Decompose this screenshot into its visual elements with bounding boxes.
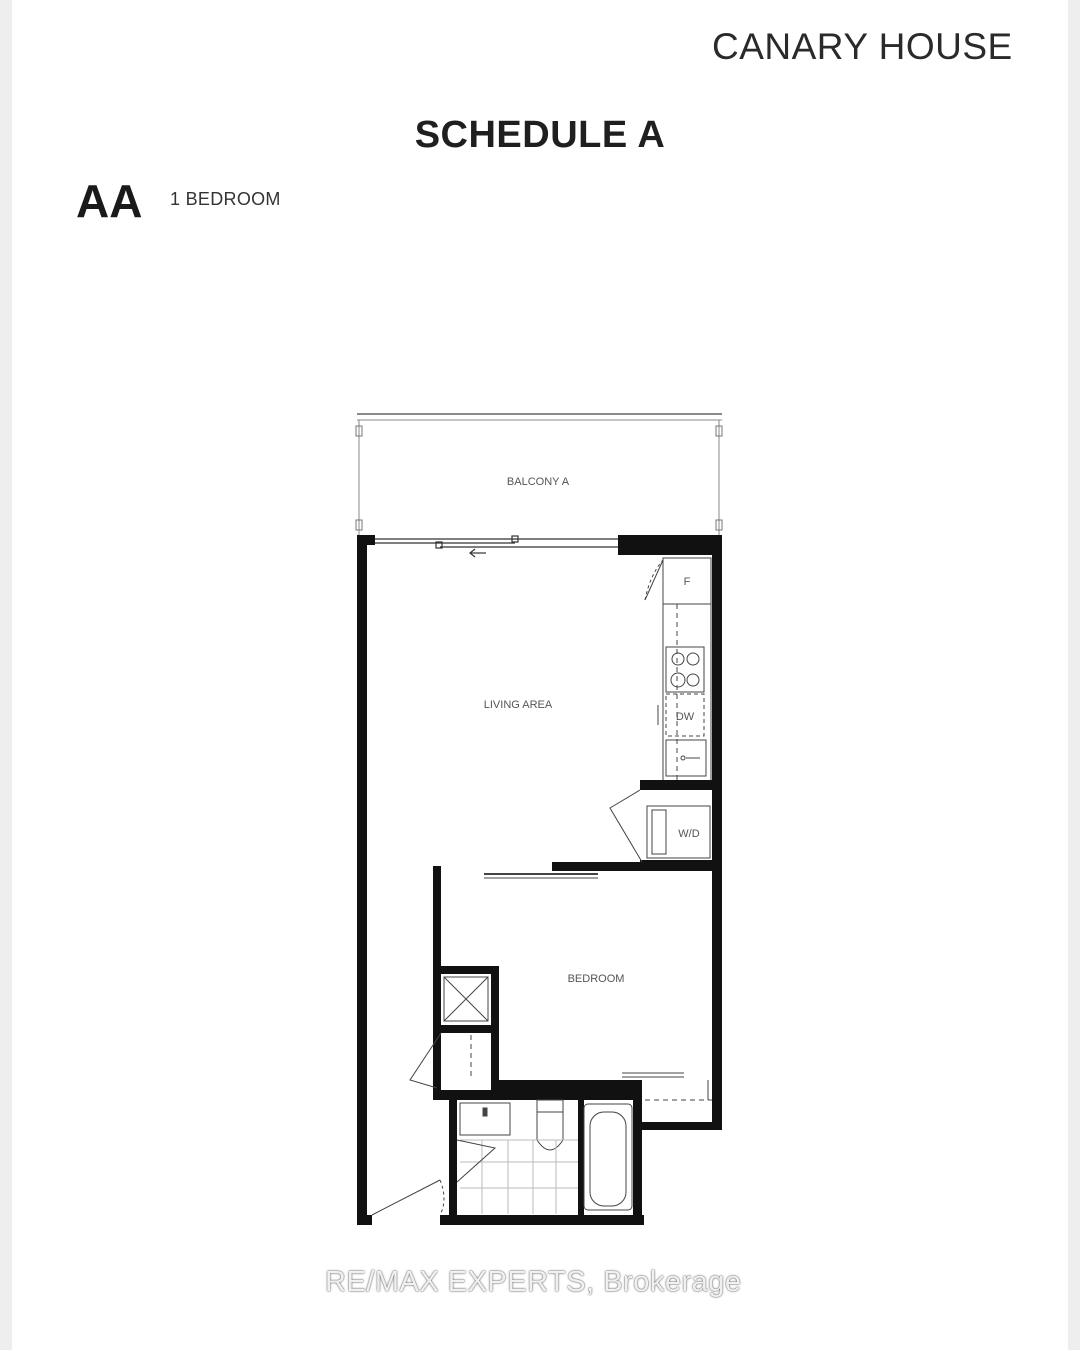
unit-code: AA: [76, 175, 143, 227]
page-title: SCHEDULE A: [414, 114, 666, 156]
kitchen: [645, 558, 711, 780]
fridge-label: F: [683, 576, 691, 588]
dishwasher-label: DW: [675, 711, 695, 723]
balcony-label: BALCONY A: [506, 476, 570, 488]
bathroom: [457, 1100, 632, 1214]
brand-logo: CANARY HOUSE: [712, 26, 1013, 67]
entry-door: [372, 1180, 444, 1215]
bedroom-label: BEDROOM: [567, 973, 625, 985]
exterior-walls: [357, 535, 722, 1225]
interior-walls: [433, 866, 642, 1225]
unit-type: 1 BEDROOM: [170, 189, 281, 209]
sliding-door: [375, 536, 618, 557]
watermark: RE/MAX EXPERTS, Brokerage: [325, 1266, 742, 1298]
balcony: [356, 414, 722, 535]
washer-dryer-label: W/D: [678, 828, 700, 840]
living-area-label: LIVING AREA: [483, 699, 553, 711]
laundry-closet: [552, 780, 722, 871]
